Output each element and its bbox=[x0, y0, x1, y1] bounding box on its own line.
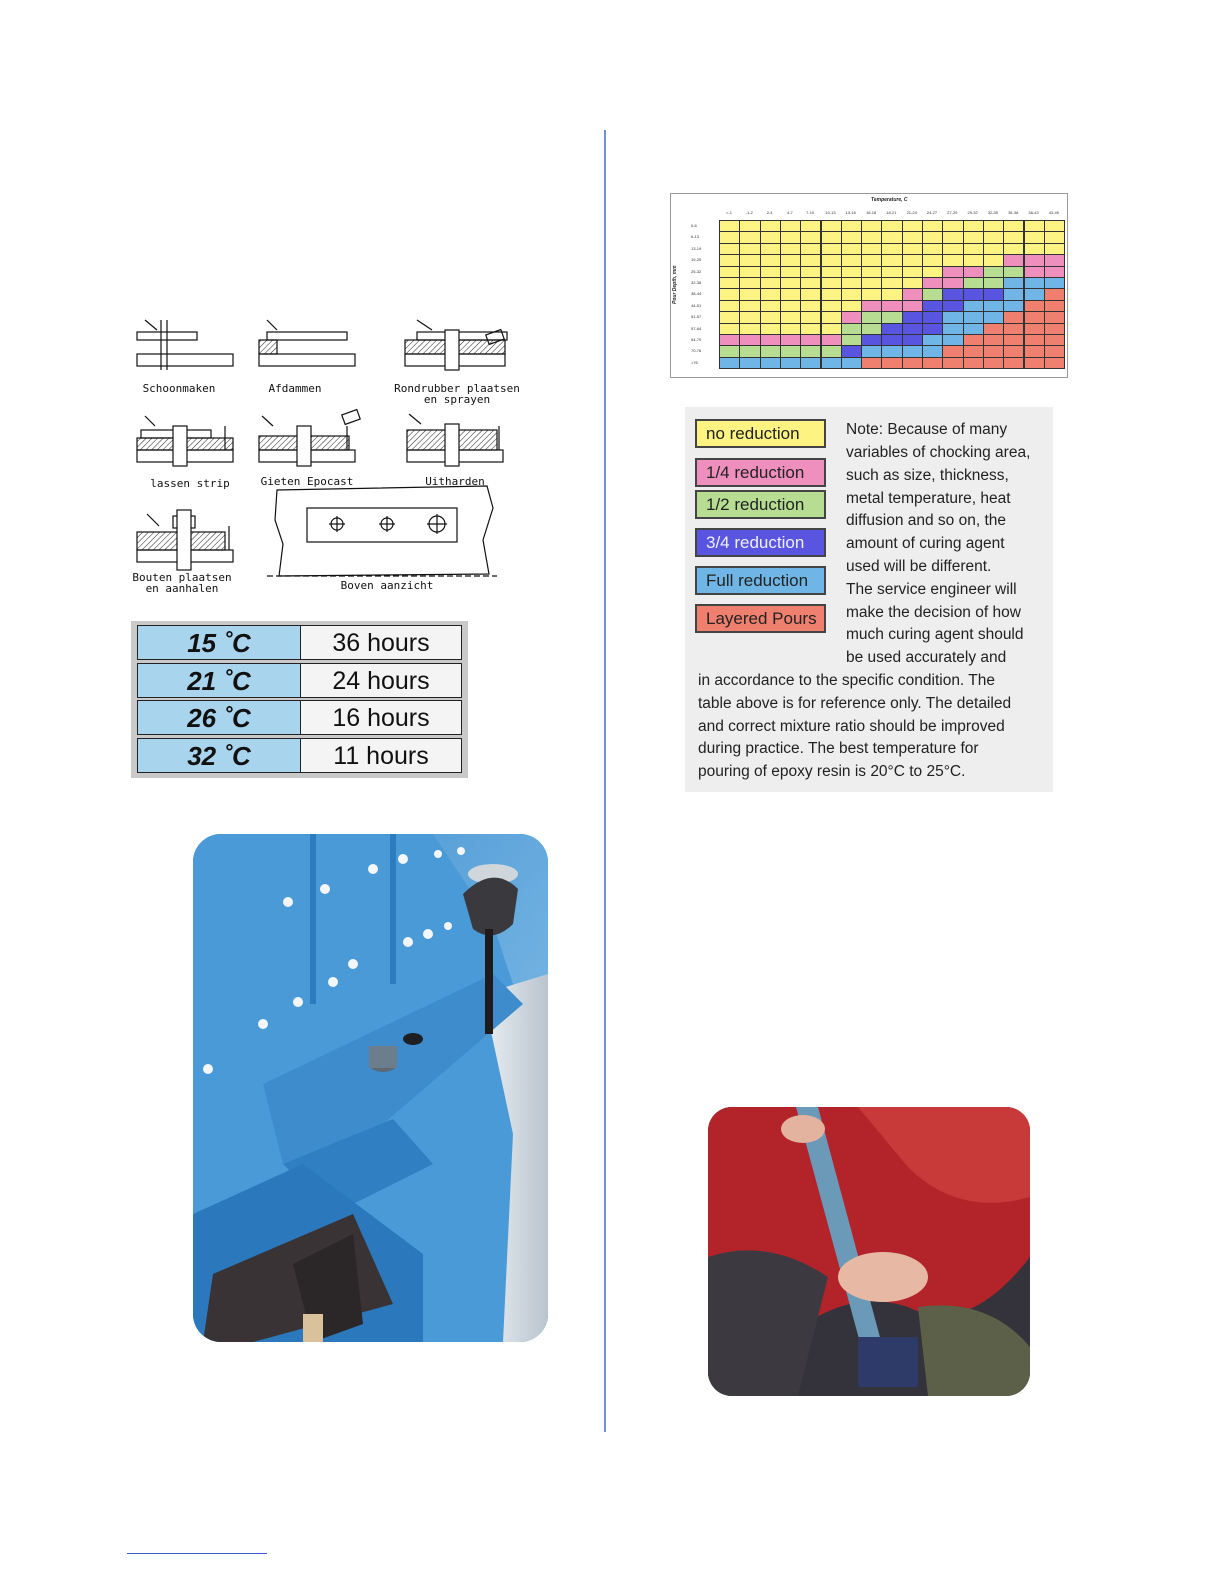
note-line: variables of chocking area, bbox=[846, 444, 1031, 461]
note-line: diffusion and so on, the bbox=[846, 512, 1007, 529]
note-line: Note: Because of many bbox=[846, 421, 1008, 438]
row-tick: 64-70 bbox=[691, 337, 702, 342]
note-line: such as size, thickness, bbox=[846, 467, 1009, 484]
legend-label: no reduction bbox=[706, 424, 800, 443]
procedure-diagram bbox=[127, 310, 527, 595]
legend-item bbox=[695, 566, 826, 595]
step-label: Afdammen bbox=[268, 382, 322, 395]
column-tick: 2-4 bbox=[766, 210, 773, 215]
table-row bbox=[137, 738, 462, 773]
note-line: during practice. The best temperature for bbox=[698, 740, 979, 757]
row-tick: 70-76 bbox=[691, 348, 702, 354]
column-divider bbox=[604, 130, 606, 1432]
footer-rule bbox=[127, 1553, 267, 1554]
note-line: and correct mixture ratio should be improved bbox=[698, 718, 1005, 735]
note-line: much curing agent should bbox=[846, 626, 1024, 643]
chart-cell bbox=[881, 357, 902, 369]
chart-cell bbox=[1024, 357, 1045, 369]
chart-cell bbox=[922, 357, 943, 369]
cure-time-table bbox=[131, 621, 468, 778]
note-line: be used accurately and bbox=[846, 649, 1007, 666]
table-row bbox=[137, 663, 462, 698]
table-row bbox=[137, 700, 462, 735]
chart-cell bbox=[1044, 357, 1065, 369]
y-axis-label: Pour Depth, mm bbox=[672, 265, 678, 304]
temperature-cell: 15 ˚C bbox=[137, 625, 301, 660]
temperature-cell: 32 ˚C bbox=[137, 738, 301, 773]
chart-cell bbox=[963, 357, 984, 369]
hours-cell: 24 hours bbox=[301, 663, 462, 698]
mixing-epoxy-photo bbox=[708, 1107, 1030, 1396]
chart-cell bbox=[942, 357, 963, 369]
legend-item bbox=[695, 604, 826, 633]
chart-cell bbox=[780, 357, 801, 369]
legend-label: 3/4 reduction bbox=[706, 533, 805, 552]
column-tick: 32-35 bbox=[987, 210, 998, 215]
hours-cell: 11 hours bbox=[301, 738, 462, 773]
note-line: in accordance to the specific condition. The bbox=[698, 672, 995, 689]
chart-cell bbox=[800, 357, 821, 369]
row-tick: 38-44 bbox=[691, 291, 702, 297]
row-tick: 51-57 bbox=[691, 314, 702, 320]
row-tick: >76 bbox=[691, 359, 698, 365]
column-tick: 27-29 bbox=[947, 210, 958, 215]
chart-title: Temperature, C bbox=[871, 197, 908, 203]
note-line: table above is for reference only. The detailed bbox=[698, 695, 1012, 712]
note-line: pouring of epoxy resin is 20°C to 25°C. bbox=[698, 763, 966, 780]
row-tick: 19-25 bbox=[691, 257, 702, 263]
temperature-cell: 21 ˚C bbox=[137, 663, 301, 698]
chart-cell bbox=[861, 357, 882, 369]
legend-item bbox=[695, 458, 826, 487]
row-tick: 6-13 bbox=[691, 234, 700, 240]
legend-label: 1/2 reduction bbox=[706, 495, 805, 514]
note-line: make the decision of how bbox=[846, 604, 1021, 621]
row-tick: 13-19 bbox=[691, 245, 702, 251]
legend-item bbox=[695, 528, 826, 557]
step-label: Uitharden bbox=[425, 475, 485, 488]
table-row bbox=[137, 625, 462, 660]
step-label: Schoonmaken bbox=[142, 382, 216, 395]
chart-cell bbox=[821, 357, 842, 369]
column-tick: 13-16 bbox=[845, 210, 856, 215]
column-tick: -1-2 bbox=[745, 210, 753, 215]
chart-cell bbox=[983, 357, 1004, 369]
column-tick: 35-38 bbox=[1008, 210, 1019, 215]
row-tick: 32-38 bbox=[691, 280, 702, 285]
column-tick: 24-27 bbox=[926, 210, 938, 215]
chart-cell bbox=[841, 357, 862, 369]
note-line: metal temperature, heat bbox=[846, 490, 1011, 507]
chart-cell bbox=[739, 357, 760, 369]
chart-cell bbox=[1003, 357, 1024, 369]
legend-label: Layered Pours bbox=[706, 609, 817, 628]
legend-item bbox=[695, 490, 826, 519]
column-tick: 7-10 bbox=[806, 210, 815, 215]
column-tick: 43-49 bbox=[1048, 210, 1059, 215]
procedure-drawings bbox=[127, 310, 527, 595]
legend-label: 1/4 reduction bbox=[706, 463, 805, 482]
row-tick: 25-32 bbox=[691, 268, 702, 274]
reduction-legend-panel bbox=[685, 407, 1053, 792]
curing-agent-reduction-chart bbox=[670, 193, 1068, 378]
hours-cell: 36 hours bbox=[301, 625, 462, 660]
hours-cell: 16 hours bbox=[301, 700, 462, 735]
legend-label: Full reduction bbox=[706, 571, 809, 590]
column-tick: 4-7 bbox=[787, 210, 793, 215]
epoxy-pouring-photo bbox=[193, 834, 548, 1342]
row-tick: 0-6 bbox=[691, 223, 697, 228]
step-label: Bouten plaatsen en aanhalen bbox=[132, 571, 232, 595]
column-tick: 29-32 bbox=[967, 210, 978, 215]
temperature-cell: 26 ˚C bbox=[137, 700, 301, 735]
row-tick: 44-51 bbox=[691, 302, 702, 308]
note-line: The service engineer will bbox=[846, 581, 1017, 598]
column-tick: 16-18 bbox=[865, 210, 877, 215]
column-tick: 10-13 bbox=[825, 210, 836, 215]
legend-item bbox=[695, 419, 826, 448]
chart-cell bbox=[760, 357, 781, 369]
column-tick: <-1 bbox=[726, 210, 732, 215]
column-tick: 38-43 bbox=[1028, 210, 1039, 215]
row-tick: 57-64 bbox=[691, 325, 702, 331]
note-line: amount of curing agent bbox=[846, 535, 1005, 552]
column-tick: 21-24 bbox=[906, 210, 917, 215]
chart-cell bbox=[902, 357, 923, 369]
step-label: Boven aanzicht bbox=[340, 579, 434, 592]
step-label: Gieten Epocast bbox=[260, 475, 354, 488]
note-line: used will be different. bbox=[846, 558, 992, 575]
chart-cell bbox=[719, 357, 740, 369]
step-label: lassen strip bbox=[150, 477, 230, 490]
step-label: Rondrubber plaatsen en sprayen bbox=[394, 382, 520, 406]
column-tick: 18-21 bbox=[886, 210, 897, 215]
